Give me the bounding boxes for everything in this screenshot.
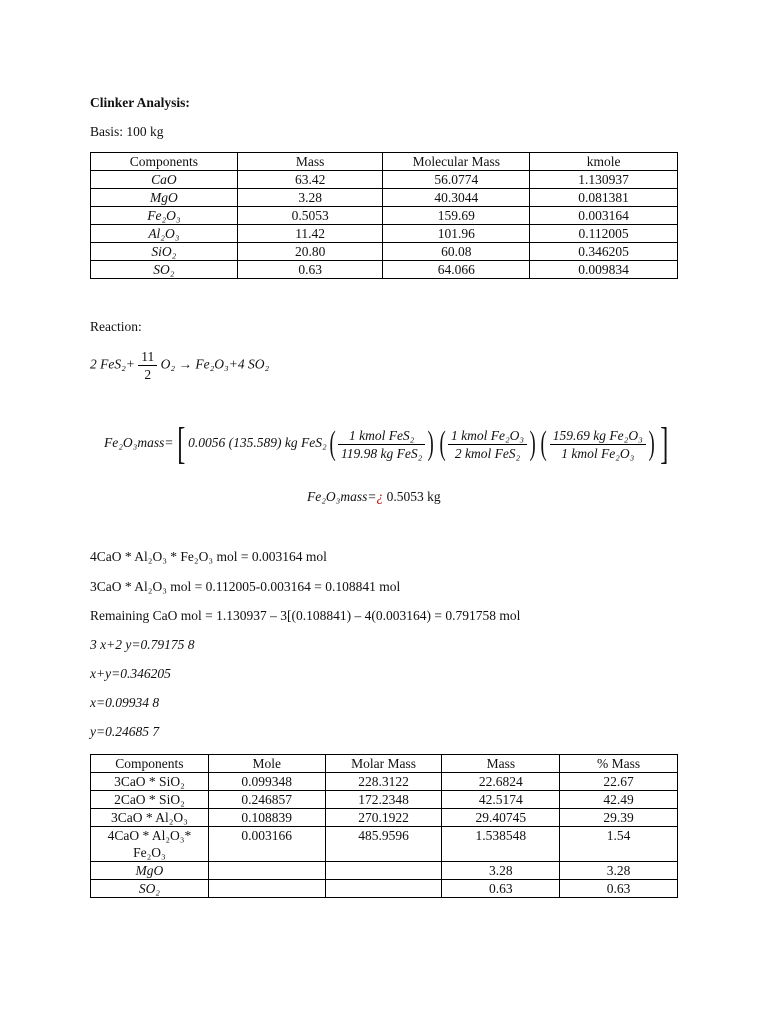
table-row [91,171,678,189]
reaction-lhs: 2 FeS₂+ [90,356,135,372]
column-header: Mole [208,755,325,773]
table-cell: 1.538548 [442,827,560,862]
calc-line: 3CaO * Al₂O₃ mol = 0.112005-0.003164 = 0.108841 mol [90,579,401,594]
table-cell: 0.5053 [237,207,383,225]
table-cell: 0.009834 [530,261,678,279]
table-cell: 485.9596 [325,827,442,862]
mass-result [307,489,441,505]
table-cell: 60.08 [383,243,530,261]
column-header: Components [91,755,209,773]
table-cell: 22.67 [560,773,678,791]
left-paren: ( [540,425,548,462]
table-cell: 64.066 [383,261,530,279]
mass-equation [104,419,672,468]
reaction-equation [90,348,269,383]
section-heading: Clinker Analysis: [90,95,190,110]
clinker-phase-table [90,754,678,898]
table-cell: 3.28 [237,189,383,207]
table-cell: 29.40745 [442,809,560,827]
mass-term: 0.0056 (135.589) kg FeS₂ [188,435,327,451]
table-cell: 40.3044 [383,189,530,207]
table-cell: 0.108839 [208,809,325,827]
table-cell: 42.5174 [442,791,560,809]
right-paren: ) [648,425,655,462]
reaction-label: Reaction: [90,319,142,334]
conversion-fraction-3 [550,427,646,462]
column-header: Components [91,153,238,171]
table-cell: 270.1922 [325,809,442,827]
right-bracket: ] [660,419,669,468]
mass-lhs: Fe₂O₃mass= [104,435,174,451]
table-cell: 56.0774 [383,171,530,189]
table-cell: 0.099348 [208,773,325,791]
right-paren: ) [529,425,536,462]
equation-line: 3 x+2 y=0.79175 8 [90,637,195,652]
table-cell: 101.96 [383,225,530,243]
fraction-numerator: 1 kmol Fe₂O₃ [448,427,527,445]
left-bracket: [ [176,419,185,468]
table-cell: SO₂ [91,880,209,898]
table-cell: 11.42 [237,225,383,243]
table-header-row [91,153,678,171]
table-cell: 3.28 [560,862,678,880]
table-cell: 0.003164 [530,207,678,225]
table-cell: 0.112005 [530,225,678,243]
table-row [91,207,678,225]
table-cell: 63.42 [237,171,383,189]
table-row [91,827,678,862]
column-header: % Mass [560,755,678,773]
table-cell: CaO [91,171,238,189]
mass-result-value: 0.5053 kg [383,489,441,504]
table-cell: 1.130937 [530,171,678,189]
conversion-fraction-1 [338,427,425,462]
table-cell: Al₂O₃ [91,225,238,243]
table-row [91,862,678,880]
table-cell: 0.346205 [530,243,678,261]
table-cell: 20.80 [237,243,383,261]
table-header-row [91,755,678,773]
fraction-denominator: 2 [144,367,152,382]
table-cell [325,880,442,898]
basis-text: Basis: 100 kg [90,124,164,139]
table-cell: 0.63 [442,880,560,898]
table-cell: SiO₂ [91,243,238,261]
composition-table [90,152,678,279]
table-cell: 3.28 [442,862,560,880]
table-row [91,225,678,243]
table-row [91,773,678,791]
column-header: Molecular Mass [383,153,530,171]
calc-line: 4CaO * Al₂O₃ * Fe₂O₃ mol = 0.003164 mol [90,549,327,564]
table-cell: 1.54 [560,827,678,862]
equation-line: y=0.24685 7 [90,724,160,739]
table-cell: 3CaO * SiO₂ [91,773,209,791]
table-row [91,189,678,207]
table-cell: 0.003166 [208,827,325,862]
fraction-numerator: 159.69 kg Fe₂O₃ [550,427,646,445]
table-cell [325,862,442,880]
table-cell [208,862,325,880]
fraction-numerator: 11 [138,348,157,366]
table-cell: MgO [91,862,209,880]
fraction-denominator: 2 kmol FeS₂ [454,445,521,461]
table-cell: 29.39 [560,809,678,827]
fraction-denominator: 1 kmol Fe₂O₃ [561,445,635,461]
table-cell: 172.2348 [325,791,442,809]
table-cell [208,880,325,898]
table-cell: 228.3122 [325,773,442,791]
reaction-fraction [138,348,157,383]
table-row [91,880,678,898]
table-cell: 2CaO * SiO₂ [91,791,209,809]
conversion-fraction-2 [448,427,527,462]
table-row [91,261,678,279]
table-cell: 4CaO * Al₂O₃* Fe₂O₃ [91,827,209,862]
table-cell: 22.6824 [442,773,560,791]
mass-result-lhs: Fe₂O₃mass= [307,489,377,504]
column-header: Molar Mass [325,755,442,773]
table-cell: 0.081381 [530,189,678,207]
equation-line: x=0.09934 8 [90,695,160,710]
table-row [91,791,678,809]
table-cell: 42.49 [560,791,678,809]
column-header: kmole [530,153,678,171]
table-cell: 0.63 [560,880,678,898]
calc-line: Remaining CaO mol = 1.130937 – 3[(0.108841) – 4(0.003164) = 0.791758 mol [90,608,521,623]
table-row [91,809,678,827]
table-cell: 0.63 [237,261,383,279]
table-cell: SO₂ [91,261,238,279]
reaction-rhs: O₂ → Fe₂O₃+4 SO₂ [160,356,270,372]
equation-line: x+y=0.346205 [90,666,171,681]
right-paren: ) [427,425,435,462]
table-cell: MgO [91,189,238,207]
table-cell: 159.69 [383,207,530,225]
column-header: Mass [237,153,383,171]
table-cell: 0.246857 [208,791,325,809]
table-row [91,243,678,261]
table-cell: 3CaO * Al₂O₃ [91,809,209,827]
fraction-denominator: 119.98 kg FeS₂ [341,445,423,461]
left-paren: ( [439,425,446,462]
left-paren: ( [329,425,336,462]
mass-result-glyph: ¿ [376,489,384,504]
column-header: Mass [442,755,560,773]
fraction-numerator: 1 kmol FeS₂ [338,427,425,445]
table-cell: Fe₂O₃ [91,207,238,225]
